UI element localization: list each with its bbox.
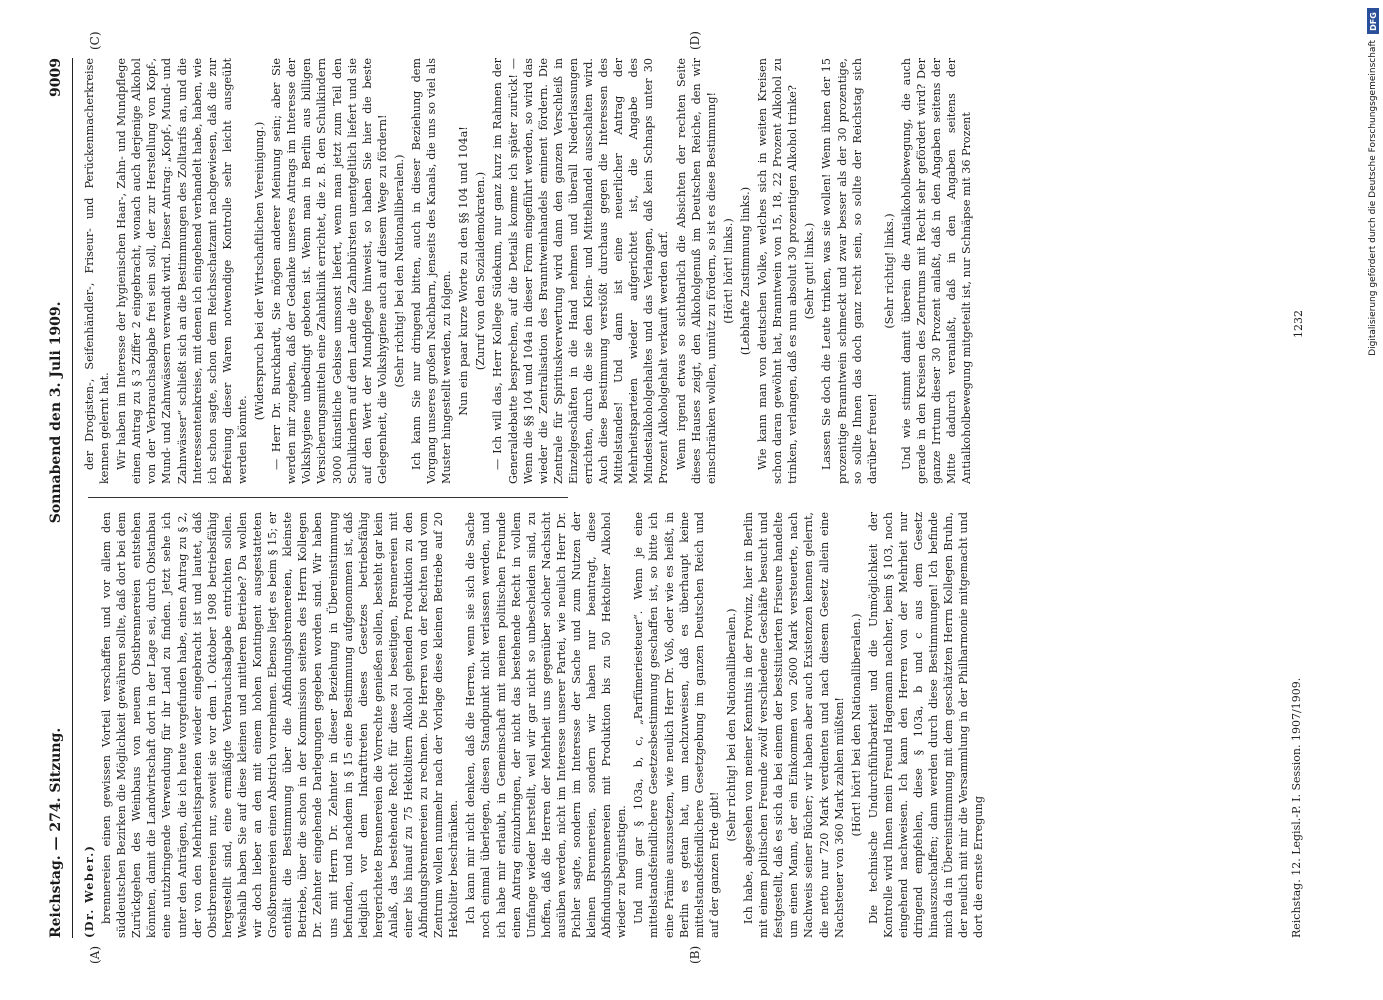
paragraph: Und nun gar § 103a, b, c, „Parfümeriesteuer“. Wenn je eine mittelstandsfeindlichere Gesetzesbestimmung geschaffen ist, so bitte ich eine Prämie auszusetzen, wie neulich Herr Dr. Voß, oder wie es heißt, in Berlin es getan hat, um nachzuweisen, daß es überhaupt keine mittelstandsfeindlichere Gesetzgebung im ganzen Deutschen Reich und auf der ganzen Erde gibt! — [632, 512, 721, 938]
header-left: Reichstag. — 274. Sitzung. — [48, 727, 64, 938]
paragraph: der Drogisten-, Seifenhändler-, Friseur- und Perückenmacherkreise kennen gelernt hat. — [83, 58, 112, 484]
paragraph: brennereien einen gewissen Vorteil verschaffen und vor allem den süddeutschen Bezirken die Möglichkeit gewähren sollte, daß dort bei dem Zurückgehen des Weinbaus von neuem Obstbrennereien entstehen könnten, damit die Landwirtschaft dort in der Lage sei, durch Obstanbau eine nutzbringende Verwendung für ihr Land zu finden. Jetzt sehe ich unter den Anträgen, die ich heute vorgefunden habe, einen Antrag zu § 2, der von den Mehrheitsparteien wieder eingebracht ist und lautet, daß Obstbrennereien nur, soweit sie vor dem 1. Oktober 1908 betriebsfähig hergestellt sind, eine ermäßigte Verbrauchsabgabe entrichten sollen. Weshalb haben Sie auf diese kleinen und mittleren Betriebe? Da wollen wir doch lieber an den mit einem hohen Kontingent ausgestatteten Großbrennereien einen Abstrich vornehmen. Ebenso liegt es beim § 15; er enthält die Bestimmung über die Abfindungsbrennereien, kleinste Betriebe, über die schon in der Kommission seitens des Herrn Kollegen Dr. Zehnter eingehende Darlegungen gegeben worden sind. Wir haben uns mit Herrn Dr. Zehnter in dieser Beziehung in Übereinstimmung befunden, und nachdem in § 15 eine Bestimmung aufgenommen ist, daß lediglich vor dem Inkrafttreten dieses Gesetzes betriebsfähig hergerichtete Brennereien die Vorrechte genießen sollen, besteht gar kein Anlaß, das bestehende Recht für diese zu beseitigen, Brennereien mit einer bis hinauf zu 75 Hektolitern Alkohol gehenden Produktion zu den Abfindungsbrennereien zu rechnen. Die Herren von der Rechten und vom Zentrum wollen nunmehr nach der Vorlage diese kleinen Betriebe auf 20 Hektoliter beschränken. — [100, 512, 461, 938]
paragraph: Und wie stimmt damit überein die Antialkoholbewegung, die auch gerade in den Kreisen des Zentrums mit Recht sehr gefördert wird? Der ganze Irrtum dieser 30 Prozent anlaßt, daß in den Angaben seitens der Mitte dadurch veranlaßt, daß in den Angaben seitens der Antialkoholbewegung mitgeteilt ist, nur Schnäpse mit 36 Prozent — [899, 58, 974, 484]
left-column — [82, 512, 1282, 938]
dfg-logo — [1367, 8, 1379, 34]
interjection: (Widerspruch bei der Wirtschaftlichen Vereinigung.) — [253, 121, 267, 421]
header-date: Sonnabend den 3. Juli 1909. — [48, 301, 64, 524]
right-column — [82, 58, 1282, 484]
paragraph: — Herr Dr. Burckhardt, Sie mögen anderer Meinung sein; aber Sie werden mir zugeben, daß der Gedanke unseres Antrags im Interesse der Volkshygiene unbedingt geboten ist. Wenn man in Berlin aus billigen Versicherungsmitteln eine Zahnklinik errichtet, die z. B. den Schulkindern 3000 künstliche Gebisse umsonst liefert, wenn man jetzt zum Teil den Schulkindern auf dem Lande die Zahnbürsten unentgeltlich liefert und sie auf den Wert der Mundpflege hinweist, so haben Sie hier die beste Gelegenheit, die Volkshygiene auch auf diesem Wege zu fördern! — [270, 58, 389, 484]
interjection: (Lebhafte Zustimmung links.) — [738, 186, 752, 356]
paragraph: Ich kann Sie nur dringend bitten, auch in dieser Beziehung dem Vorgang unseres großen Nachbarn, jenseits des Kanals, die uns so viel als Muster hingestellt werden, zu folgen. — [409, 58, 454, 484]
paragraph: Wie kann man von deutschen Volke, welches sich in weiten Kreisen schon daran gewöhnt hat, Branntwein von 15, 18, 22 Prozent Alkohol zu trinken, verlangen, daß es nun absolut 30 prozentigen Alkohol trinke? — [756, 58, 800, 484]
interjection: (Hört! hört! links.) — [721, 218, 735, 324]
paragraph: Ich kann mir nicht denken, daß die Herren, wenn sie sich die Sache noch einmal überlegen, diesen Standpunkt nicht verlassen werden, und ich habe mir erlaubt, in Gemeinschaft mit meinen politischen Freunde einen Antrag einzubringen, der nicht das bestehende Recht in vollem Umfange wieder herstellt, weil wir gar nicht so unbescheiden sind, zu hoffen, daß die Herren der Mehrheit uns gegenüber solcher Nachsicht ausüben werden, nicht im Interesse unserer Partei, wie neulich Herr Dr. Pichler sagte, sondern im Interesse der Sache und zum Nutzen der kleinen Brennereien, sondern wir haben nur beantragt, diese Abfindungsbrennereien mit Produktion bis zu 50 Hektoliter Alkohol wieder zu begünstigen. — [464, 512, 629, 938]
margin-mark-b: (B) — [688, 945, 702, 964]
header-page-number: 9009 — [48, 58, 64, 97]
interjection: (Sehr richtig! bei den Nationalliberalen.) — [392, 154, 406, 388]
digitization-credit: Digitalisierung gefördert durch die Deutsche Forschungsgemeinschaft — [1368, 40, 1378, 356]
paragraph: Wir haben im Interesse der hygienischen Haar-, Zahn- und Mundpflege einen Antrag zu § 3 Ziffer 2 eingebracht, wonach auch derjenige Alkohol von der Verbrauchsabgabe frei sein soll, der zur Herstellung von Kopf-, Mund- und Zahnwässern verwandt wird. Dieser Antrag: „Kopf-, Mund- und Zahnwässer“ schließt sich an die Bestimmungen des Zolltarifs an, und die Interessentenkreise, mit denen ich eingehend verhandelt habe, haben, wie ich schon sagte, schon dem Reichsschatzamt nachgewiesen, daß die zur Befreiung dieser Waren notwendige Kontrolle sehr leicht ausgeübt werden könnte. — [115, 58, 249, 484]
footer-session: Reichstag. 12. Legisl.-P. I. Session. 1907/1909. — [1290, 677, 1303, 938]
running-header — [48, 58, 73, 938]
footer-sheet-number: 1232 — [1292, 310, 1305, 338]
interjection: (Hört! hört! bei den Nationalliberalen.) — [849, 613, 863, 837]
paragraph: Die technische Undurchführbarkeit und die Unmöglichkeit der Kontrolle wird Ihnen mein Freund Hagemann nachher, beim § 103, noch eingehend nachweisen. Ich kann den Herren von der Mehrheit nur dringend empfehlen, diese § 103a, b und c aus dem Gesetz hinauszuschaffen; dann werden durch diese Bestimmungen! Ich befinde mich da in Übereinstimmung mit dem geschätzten Herrn Kollegen Bruhn, der neulich mit mir die Versammlung in der Philharmonie mitgemacht und dort die ernste Erregung — [866, 512, 986, 938]
paragraph: Ich habe, abgesehen von meiner Kenntnis in der Provinz, hier in Berlin mit einem politischen Freunde zwölf verschiedene Geschäfte besucht und festgestellt, daß es sich da bei einem der bestsituierten Friseure handelte um einen Mann, der ein Einkommen von 2600 Mark versteuerte, nach Nachweis seiner Bücher; wir haben aber auch Existenzen kennen gelernt, die netto nur 720 Mark verdienten und nach diesem Gesetz allein eine Nachsteuer von 360 Mark zahlen müßten! — [742, 512, 846, 938]
page-body — [48, 31, 1318, 964]
interjection: (Sehr richtig! bei den Nationalliberalen.) — [724, 608, 738, 842]
interjection: (Sehr richtig! links.) — [882, 213, 896, 329]
credit-margin — [1363, 40, 1383, 1000]
paragraph: — Ich will das, Herr Kollege Südekum, nur ganz kurz im Rahmen der Generaldebatte besprechen, auf die Details komme ich später zurück! — Wenn die §§ 104 und 104a in dieser Form eingeführt werden, so wird das wieder die Zentralisation des Branntweinhandels eminent fördern. Die Zentrale für Spirituskverwertung wird dann den ganzen Verschleiß in Einzelgeschäften in die Hand nehmen und überall Niederlassungen errichten, durch die sie den Klein- und Mittelhandel ausschalten wird. Auch diese Bestimmung verstößt durchaus gegen die Interessen des Mittelstandes! Und dann ist eine neuerlicher Antrag der Mehrheitsparteien wieder aufgerichtet ist, die Angabe des Mindestalkoholgehaltes und das Verlangen, daß kein Schnaps unter 30 Prozent Alkoholgehalt verkauft werden darf. — [491, 58, 671, 484]
margin-mark-c: (C) — [88, 31, 102, 50]
column-rule — [88, 497, 568, 498]
paragraph: Lassen Sie doch die Leute trinken, was sie wollen! Wenn ihnen der 15 prozentige Branntwein schmeckt und zwar besser als der 30 prozentige, so sollte Ihnen das doch ganz recht sein, so sollte der Reichstag sich darüber freuen! — [820, 58, 879, 484]
paragraph: Wenn irgend etwas so sichtbarlich die Absichten der rechten Seite dieses Hauses zeigt, den Alkoholgenuß im Deutschen Reiche, den wir einschränken wollen, unnütz zu fördern, so ist es diese Bestimmung! — [674, 58, 718, 484]
margin-mark-a: (A) — [88, 945, 102, 964]
interjection: (Sehr gut! links.) — [803, 222, 817, 320]
dfg-logo-text: DFG — [1368, 11, 1378, 31]
margin-mark-d: (D) — [688, 31, 702, 50]
interjection: (Zuruf von den Sozialdemokraten.) — [474, 171, 488, 371]
interjection: Nun ein paar kurze Worte zu den §§ 104 und 104a! — [457, 126, 471, 416]
speaker-name: (Dr. Weber.) — [82, 844, 96, 938]
